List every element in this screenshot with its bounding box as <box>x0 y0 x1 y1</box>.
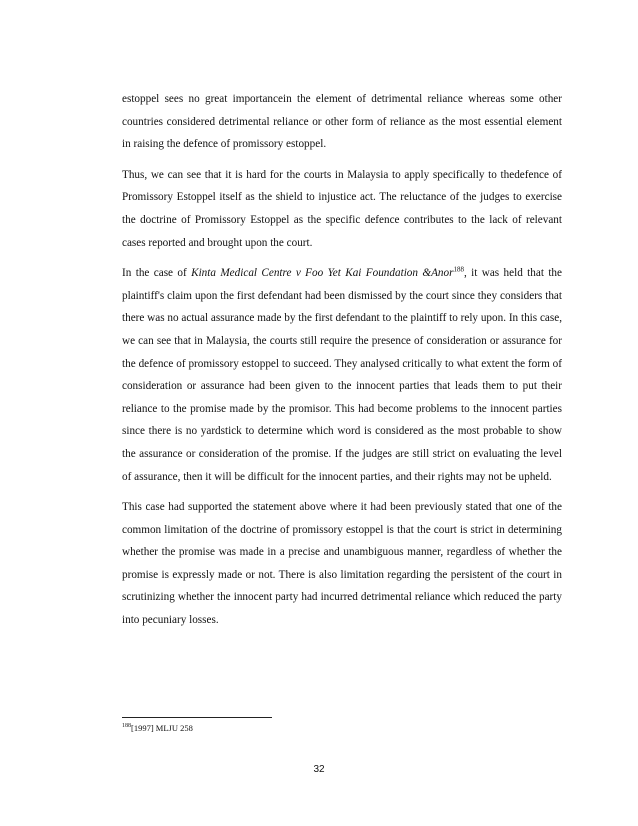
footnote <box>122 722 193 734</box>
case-name: Kinta Medical Centre v Foo Yet Kai Foundation &Anor <box>191 267 454 280</box>
paragraph-case <box>122 262 562 488</box>
footnote-reference[interactable]: 188 <box>453 265 464 274</box>
page-number: 32 <box>313 764 325 775</box>
body-text <box>122 88 562 640</box>
footnote-text: [1997] MLJU 258 <box>131 723 193 733</box>
paragraph-2: Thus, we can see that it is hard for the courts in Malaysia to apply specifically to thedefence of Promissory Estoppel itself as the shield to injustice act. The reluctance of the judges to exercise the doctrine of Promissory Estoppel as the specific defence contributes to the lack of relevant cases reported and brought upon the court. <box>122 168 562 249</box>
case-rest: , it was held that the plaintiff's claim upon the first defendant had been dismissed by the court since they considers that there was no actual assurance made by the first defendant to the plaintiff to rely upon. In this case, we can see that in Malaysia, the courts still require the presence of consideration or assurance for the defence of promissory estoppel to succeed. They analysed critically to what extent the form of consideration or assurance had been given to the innocent parties that leads them to put their reliance to the promise made by the promisor. This had become problems to the innocent parties since there is no yardstick to determine which word is considered as the most probable to show the assurance or consideration of the promise. If the judges are still strict on evaluating the level of assurance, then it will be difficult for the innocent parties, and their rights may not be upheld. <box>122 267 562 483</box>
footnote-mark: 188 <box>122 723 131 730</box>
paragraph-final: This case had supported the statement above where it had been previously stated that one of the common limitation of the doctrine of promissory estoppel is that the court is strict in determining whether the promise was made in a precise and unambiguous manner, regardless of whether the promise is expressly made or not. There is also limitation regarding the persistent of the court in scrutinizing whether the innocent party had incurred detrimental reliance which reduced the party into pecuniary losses. <box>122 501 562 627</box>
case-lead: In the case of <box>122 267 192 280</box>
paragraph-1: estoppel sees no great importancein the element of detrimental reliance whereas some other countries considered detrimental reliance or other form of reliance as the most essential element in raising the defence of promissory estoppel. <box>122 93 562 151</box>
footnote-divider <box>122 717 272 718</box>
